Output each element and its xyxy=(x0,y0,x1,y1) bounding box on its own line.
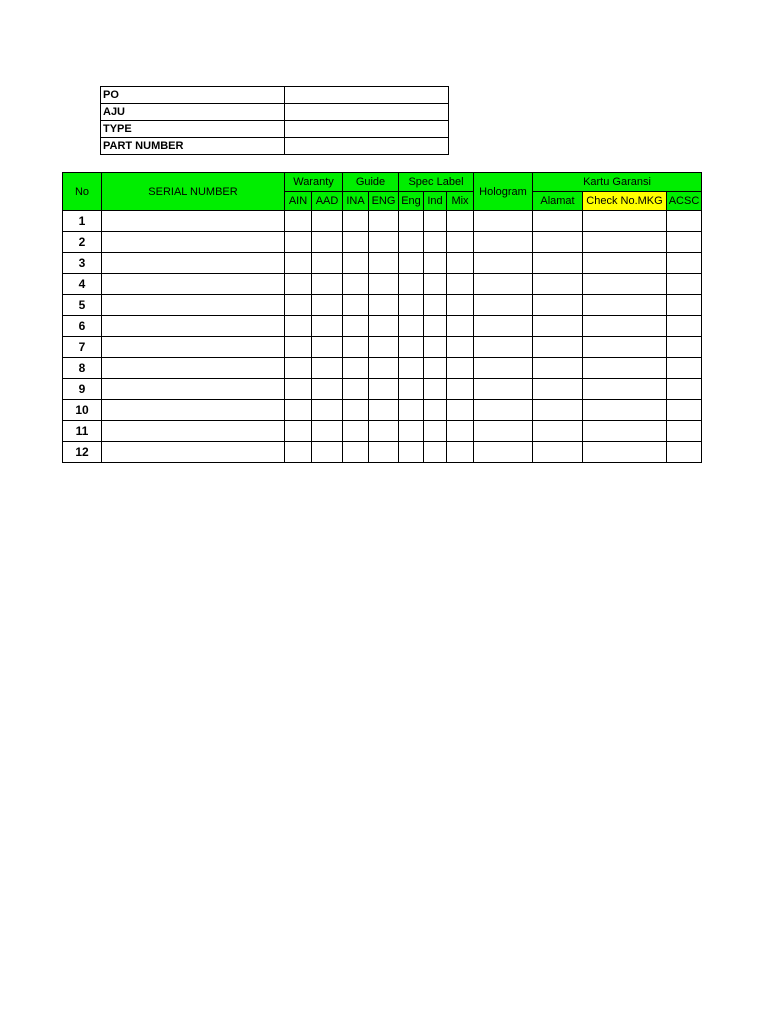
table-cell[interactable] xyxy=(533,316,583,337)
table-cell[interactable] xyxy=(312,421,343,442)
table-cell[interactable] xyxy=(369,253,399,274)
table-cell[interactable] xyxy=(447,400,474,421)
table-cell[interactable] xyxy=(667,379,702,400)
table-cell[interactable] xyxy=(474,379,533,400)
table-cell[interactable] xyxy=(399,232,424,253)
table-cell[interactable] xyxy=(533,232,583,253)
table-cell[interactable] xyxy=(583,379,667,400)
header-kartu-garansi: Kartu Garansi xyxy=(533,173,702,192)
header-spec-label: Spec Label xyxy=(399,173,474,192)
table-cell[interactable] xyxy=(369,421,399,442)
info-table xyxy=(100,86,449,155)
info-label: TYPE xyxy=(101,121,285,138)
table-cell[interactable] xyxy=(312,253,343,274)
table-cell[interactable] xyxy=(474,274,533,295)
table-cell[interactable] xyxy=(533,442,583,463)
header-mix: Mix xyxy=(447,192,474,211)
info-label: PO xyxy=(101,87,285,104)
row-number: 11 xyxy=(63,421,102,442)
table-cell[interactable] xyxy=(533,211,583,232)
table-cell[interactable] xyxy=(533,274,583,295)
table-cell[interactable] xyxy=(447,274,474,295)
table-cell[interactable] xyxy=(369,400,399,421)
table-cell[interactable] xyxy=(424,295,447,316)
table-cell[interactable] xyxy=(285,421,312,442)
table-cell[interactable] xyxy=(285,358,312,379)
table-cell[interactable] xyxy=(533,253,583,274)
table-cell[interactable] xyxy=(312,358,343,379)
table-cell[interactable] xyxy=(583,316,667,337)
table-cell[interactable] xyxy=(667,274,702,295)
header-waranty: Waranty xyxy=(285,173,343,192)
table-cell[interactable] xyxy=(399,253,424,274)
table-cell[interactable] xyxy=(667,211,702,232)
table-cell[interactable] xyxy=(424,442,447,463)
table-cell[interactable] xyxy=(424,379,447,400)
serial-number-cell[interactable] xyxy=(102,295,285,316)
table-cell[interactable] xyxy=(399,274,424,295)
table-row xyxy=(63,400,702,421)
table-row xyxy=(63,337,702,358)
table-cell[interactable] xyxy=(285,337,312,358)
table-cell[interactable] xyxy=(447,211,474,232)
serial-number-cell[interactable] xyxy=(102,211,285,232)
table-cell[interactable] xyxy=(583,274,667,295)
table-cell[interactable] xyxy=(399,316,424,337)
info-value[interactable] xyxy=(285,138,449,155)
table-cell[interactable] xyxy=(285,316,312,337)
header-eng: Eng xyxy=(399,192,424,211)
table-cell[interactable] xyxy=(447,232,474,253)
table-cell[interactable] xyxy=(667,232,702,253)
table-row xyxy=(63,379,702,400)
table-cell[interactable] xyxy=(583,400,667,421)
table-cell[interactable] xyxy=(447,337,474,358)
table-row xyxy=(63,358,702,379)
table-cell[interactable] xyxy=(312,295,343,316)
table-cell[interactable] xyxy=(583,295,667,316)
table-cell[interactable] xyxy=(312,316,343,337)
table-cell[interactable] xyxy=(285,211,312,232)
table-cell[interactable] xyxy=(369,442,399,463)
table-cell[interactable] xyxy=(474,400,533,421)
serial-number-cell[interactable] xyxy=(102,400,285,421)
table-row xyxy=(63,274,702,295)
table-cell[interactable] xyxy=(424,421,447,442)
row-number: 8 xyxy=(63,358,102,379)
info-value[interactable] xyxy=(285,87,449,104)
table-cell[interactable] xyxy=(583,421,667,442)
row-number: 6 xyxy=(63,316,102,337)
table-cell[interactable] xyxy=(424,274,447,295)
table-cell[interactable] xyxy=(533,421,583,442)
serial-number-cell[interactable] xyxy=(102,337,285,358)
table-cell[interactable] xyxy=(343,400,369,421)
table-cell[interactable] xyxy=(533,400,583,421)
table-cell[interactable] xyxy=(583,442,667,463)
table-row xyxy=(63,295,702,316)
table-cell[interactable] xyxy=(343,274,369,295)
row-number: 1 xyxy=(63,211,102,232)
table-row xyxy=(63,253,702,274)
table-cell[interactable] xyxy=(285,274,312,295)
table-cell[interactable] xyxy=(424,211,447,232)
table-cell[interactable] xyxy=(424,358,447,379)
table-cell[interactable] xyxy=(424,337,447,358)
table-row xyxy=(63,211,702,232)
table-cell[interactable] xyxy=(343,253,369,274)
table-cell[interactable] xyxy=(474,316,533,337)
table-cell[interactable] xyxy=(399,421,424,442)
table-cell[interactable] xyxy=(399,295,424,316)
info-label: AJU xyxy=(101,104,285,121)
serial-number-cell[interactable] xyxy=(102,316,285,337)
table-cell[interactable] xyxy=(343,337,369,358)
table-cell[interactable] xyxy=(312,211,343,232)
header-no: No xyxy=(63,173,102,211)
info-row-part-number xyxy=(101,138,449,155)
info-row-type xyxy=(101,121,449,138)
table-cell[interactable] xyxy=(474,295,533,316)
table-row xyxy=(63,421,702,442)
table-cell[interactable] xyxy=(312,274,343,295)
serial-number-cell[interactable] xyxy=(102,358,285,379)
serial-number-cell[interactable] xyxy=(102,421,285,442)
header-aad: AAD xyxy=(312,192,343,211)
table-cell[interactable] xyxy=(424,400,447,421)
table-cell[interactable] xyxy=(343,316,369,337)
table-cell[interactable] xyxy=(447,358,474,379)
table-cell[interactable] xyxy=(369,274,399,295)
table-cell[interactable] xyxy=(312,337,343,358)
table-cell[interactable] xyxy=(533,295,583,316)
table-cell[interactable] xyxy=(667,253,702,274)
table-cell[interactable] xyxy=(667,295,702,316)
table-cell[interactable] xyxy=(474,421,533,442)
table-cell[interactable] xyxy=(424,316,447,337)
table-cell[interactable] xyxy=(474,253,533,274)
table-cell[interactable] xyxy=(369,337,399,358)
table-cell[interactable] xyxy=(533,358,583,379)
table-row xyxy=(63,316,702,337)
table-cell[interactable] xyxy=(447,295,474,316)
table-cell[interactable] xyxy=(285,253,312,274)
table-cell[interactable] xyxy=(343,358,369,379)
table-cell[interactable] xyxy=(533,337,583,358)
table-cell[interactable] xyxy=(447,253,474,274)
table-cell[interactable] xyxy=(399,337,424,358)
table-cell[interactable] xyxy=(369,316,399,337)
table-cell[interactable] xyxy=(369,211,399,232)
header-hologram: Hologram xyxy=(474,173,533,211)
serial-number-cell[interactable] xyxy=(102,232,285,253)
info-row-po xyxy=(101,87,449,104)
serial-number-cell[interactable] xyxy=(102,442,285,463)
table-cell[interactable] xyxy=(667,316,702,337)
header-ina: INA xyxy=(343,192,369,211)
header-acsc: ACSC xyxy=(667,192,702,211)
table-cell[interactable] xyxy=(447,442,474,463)
table-cell[interactable] xyxy=(424,232,447,253)
table-cell[interactable] xyxy=(474,442,533,463)
header-check-no-mkg: Check No.MKG xyxy=(583,192,667,211)
table-cell[interactable] xyxy=(583,358,667,379)
table-cell[interactable] xyxy=(312,379,343,400)
row-number: 9 xyxy=(63,379,102,400)
table-cell[interactable] xyxy=(424,253,447,274)
row-number: 10 xyxy=(63,400,102,421)
table-cell[interactable] xyxy=(285,295,312,316)
table-row xyxy=(63,442,702,463)
row-number: 7 xyxy=(63,337,102,358)
row-number: 4 xyxy=(63,274,102,295)
table-cell[interactable] xyxy=(474,232,533,253)
table-cell[interactable] xyxy=(667,358,702,379)
row-number: 5 xyxy=(63,295,102,316)
table-cell[interactable] xyxy=(343,379,369,400)
row-number: 3 xyxy=(63,253,102,274)
table-cell[interactable] xyxy=(583,232,667,253)
row-number: 2 xyxy=(63,232,102,253)
table-cell[interactable] xyxy=(285,379,312,400)
table-cell[interactable] xyxy=(343,421,369,442)
row-number: 12 xyxy=(63,442,102,463)
table-row xyxy=(63,232,702,253)
table-cell[interactable] xyxy=(285,400,312,421)
serial-grid xyxy=(62,172,702,463)
table-cell[interactable] xyxy=(399,211,424,232)
table-cell[interactable] xyxy=(343,232,369,253)
table-cell[interactable] xyxy=(369,295,399,316)
table-cell[interactable] xyxy=(447,316,474,337)
table-cell[interactable] xyxy=(312,232,343,253)
table-cell[interactable] xyxy=(583,211,667,232)
table-cell[interactable] xyxy=(399,379,424,400)
header-alamat: Alamat xyxy=(533,192,583,211)
table-cell[interactable] xyxy=(343,295,369,316)
table-cell[interactable] xyxy=(399,442,424,463)
table-cell[interactable] xyxy=(667,337,702,358)
table-cell[interactable] xyxy=(667,421,702,442)
table-cell[interactable] xyxy=(667,400,702,421)
table-cell[interactable] xyxy=(369,232,399,253)
header-serial-number: SERIAL NUMBER xyxy=(102,173,285,211)
info-value[interactable] xyxy=(285,104,449,121)
info-label: PART NUMBER xyxy=(101,138,285,155)
info-value[interactable] xyxy=(285,121,449,138)
table-cell[interactable] xyxy=(285,232,312,253)
table-cell[interactable] xyxy=(369,358,399,379)
header-ain: AIN xyxy=(285,192,312,211)
table-cell[interactable] xyxy=(474,211,533,232)
table-cell[interactable] xyxy=(285,442,312,463)
table-cell[interactable] xyxy=(399,358,424,379)
header-ind: Ind xyxy=(424,192,447,211)
table-cell[interactable] xyxy=(399,400,424,421)
table-cell[interactable] xyxy=(583,337,667,358)
table-cell[interactable] xyxy=(343,442,369,463)
table-cell[interactable] xyxy=(474,358,533,379)
table-cell[interactable] xyxy=(533,379,583,400)
table-cell[interactable] xyxy=(583,253,667,274)
header-eng-upper: ENG xyxy=(369,192,399,211)
serial-number-cell[interactable] xyxy=(102,379,285,400)
serial-number-cell[interactable] xyxy=(102,274,285,295)
table-cell[interactable] xyxy=(312,442,343,463)
table-cell[interactable] xyxy=(667,442,702,463)
table-cell[interactable] xyxy=(312,400,343,421)
table-cell[interactable] xyxy=(447,379,474,400)
table-cell[interactable] xyxy=(343,211,369,232)
table-cell[interactable] xyxy=(369,379,399,400)
table-cell[interactable] xyxy=(474,337,533,358)
header-guide: Guide xyxy=(343,173,399,192)
info-row-aju xyxy=(101,104,449,121)
serial-number-cell[interactable] xyxy=(102,253,285,274)
table-cell[interactable] xyxy=(447,421,474,442)
